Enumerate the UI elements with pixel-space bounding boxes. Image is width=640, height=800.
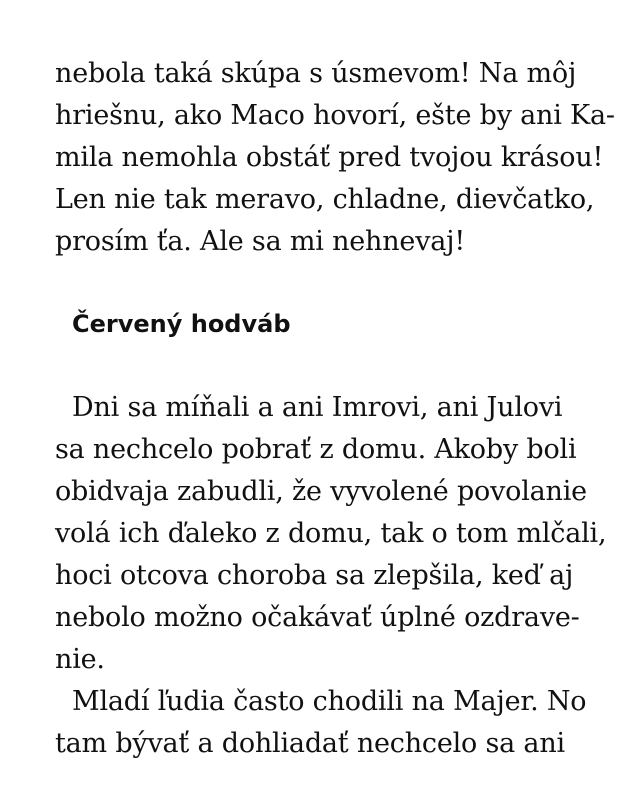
text-line: nebolo možno očakávať úplné ozdrave- xyxy=(55,602,580,633)
text-line: Mladí ľudia často chodili na Majer. No xyxy=(72,686,587,717)
text-line: sa nechcelo pobrať z domu. Akoby boli xyxy=(55,434,577,465)
text-line: prosím ťa. Ale sa mi nehnevaj! xyxy=(55,226,465,257)
text-line: obidvaja zabudli, že vyvolené povolanie xyxy=(55,476,587,507)
text-line: mila nemohla obstáť pred tvojou krásou! xyxy=(55,142,604,173)
section-heading: Červený hodváb xyxy=(72,310,291,338)
text-line: hriešnu, ako Maco hovorí, ešte by ani Ka- xyxy=(55,100,615,131)
text-line: Dni sa míňali a ani Imrovi, ani Julovi xyxy=(72,392,563,423)
text-line: tam bývať a dohliadať nechcelo sa ani xyxy=(55,728,565,759)
text-line: nie. xyxy=(55,644,105,675)
text-line: nebola taká skúpa s úsmevom! Na môj xyxy=(55,58,577,89)
text-line: volá ich ďaleko z domu, tak o tom mlčali, xyxy=(55,518,607,549)
text-line: Len nie tak meravo, chladne, dievčatko, xyxy=(55,184,595,215)
text-line: hoci otcova choroba sa zlepšila, keď aj xyxy=(55,560,574,591)
